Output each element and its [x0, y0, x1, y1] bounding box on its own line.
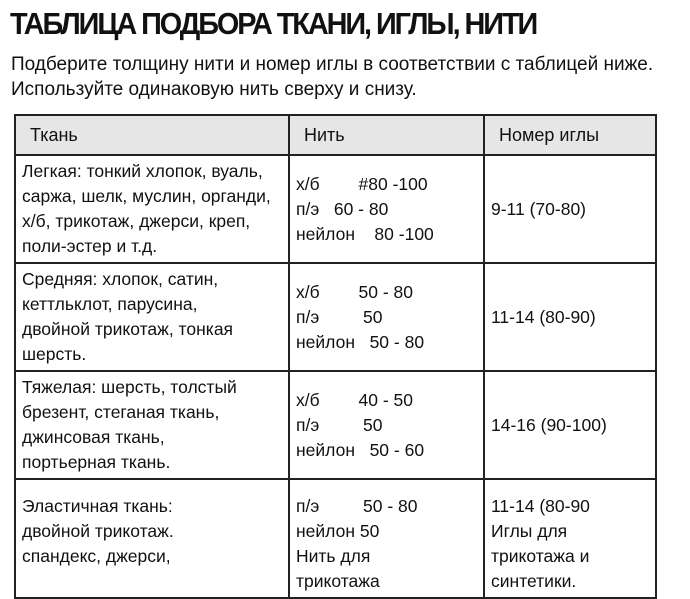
- header-thread: Нить: [289, 115, 484, 155]
- intro-line: Используйте одинаковую нить сверху и снизу.: [11, 79, 417, 100]
- needle-cell: 11-14 (80-90 Иглы для трикотажа и синтетики.: [484, 479, 656, 598]
- header-fabric: Ткань: [15, 115, 289, 155]
- thread-cell: х/б #80 -100 п/э 60 - 80 нейлон 80 -100: [289, 155, 484, 263]
- table-header-row: [15, 115, 656, 155]
- table-row: [15, 479, 656, 598]
- fabric-cell: Тяжелая: шерсть, толстый брезент, стеганая ткань, джинсовая ткань, портьерная ткань.: [15, 371, 289, 479]
- table-row: [15, 371, 656, 479]
- fabric-cell: Легкая: тонкий хлопок, вуаль, саржа, шелк, муслин, органди, х/б, трикотаж, джерси, креп, поли-эстер и т.д.: [15, 155, 289, 263]
- needle-cell: 11-14 (80-90): [484, 263, 656, 371]
- table-row: [15, 263, 656, 371]
- table-row: [15, 155, 656, 263]
- thread-cell: х/б 50 - 80 п/э 50 нейлон 50 - 80: [289, 263, 484, 371]
- fabric-cell: Эластичная ткань: двойной трикотаж. спандекс, джерси,: [15, 479, 289, 598]
- needle-cell: 14-16 (90-100): [484, 371, 656, 479]
- page-title: ТАБЛИЦА ПОДБОРА ТКАНИ, ИГЛЫ, НИТИ: [10, 6, 537, 41]
- header-needle: Номер иглы: [484, 115, 656, 155]
- thread-cell: п/э 50 - 80 нейлон 50 Нить для трикотажа: [289, 479, 484, 598]
- selection-table: [14, 114, 657, 599]
- fabric-cell: Средняя: хлопок, сатин, кеттльклот, парусина, двойной трикотаж, тонкая шерсть.: [15, 263, 289, 371]
- intro-text: [11, 52, 653, 102]
- thread-cell: х/б 40 - 50 п/э 50 нейлон 50 - 60: [289, 371, 484, 479]
- intro-line: Подберите толщину нити и номер иглы в соответствии с таблицей ниже.: [11, 54, 654, 75]
- needle-cell: 9-11 (70-80): [484, 155, 656, 263]
